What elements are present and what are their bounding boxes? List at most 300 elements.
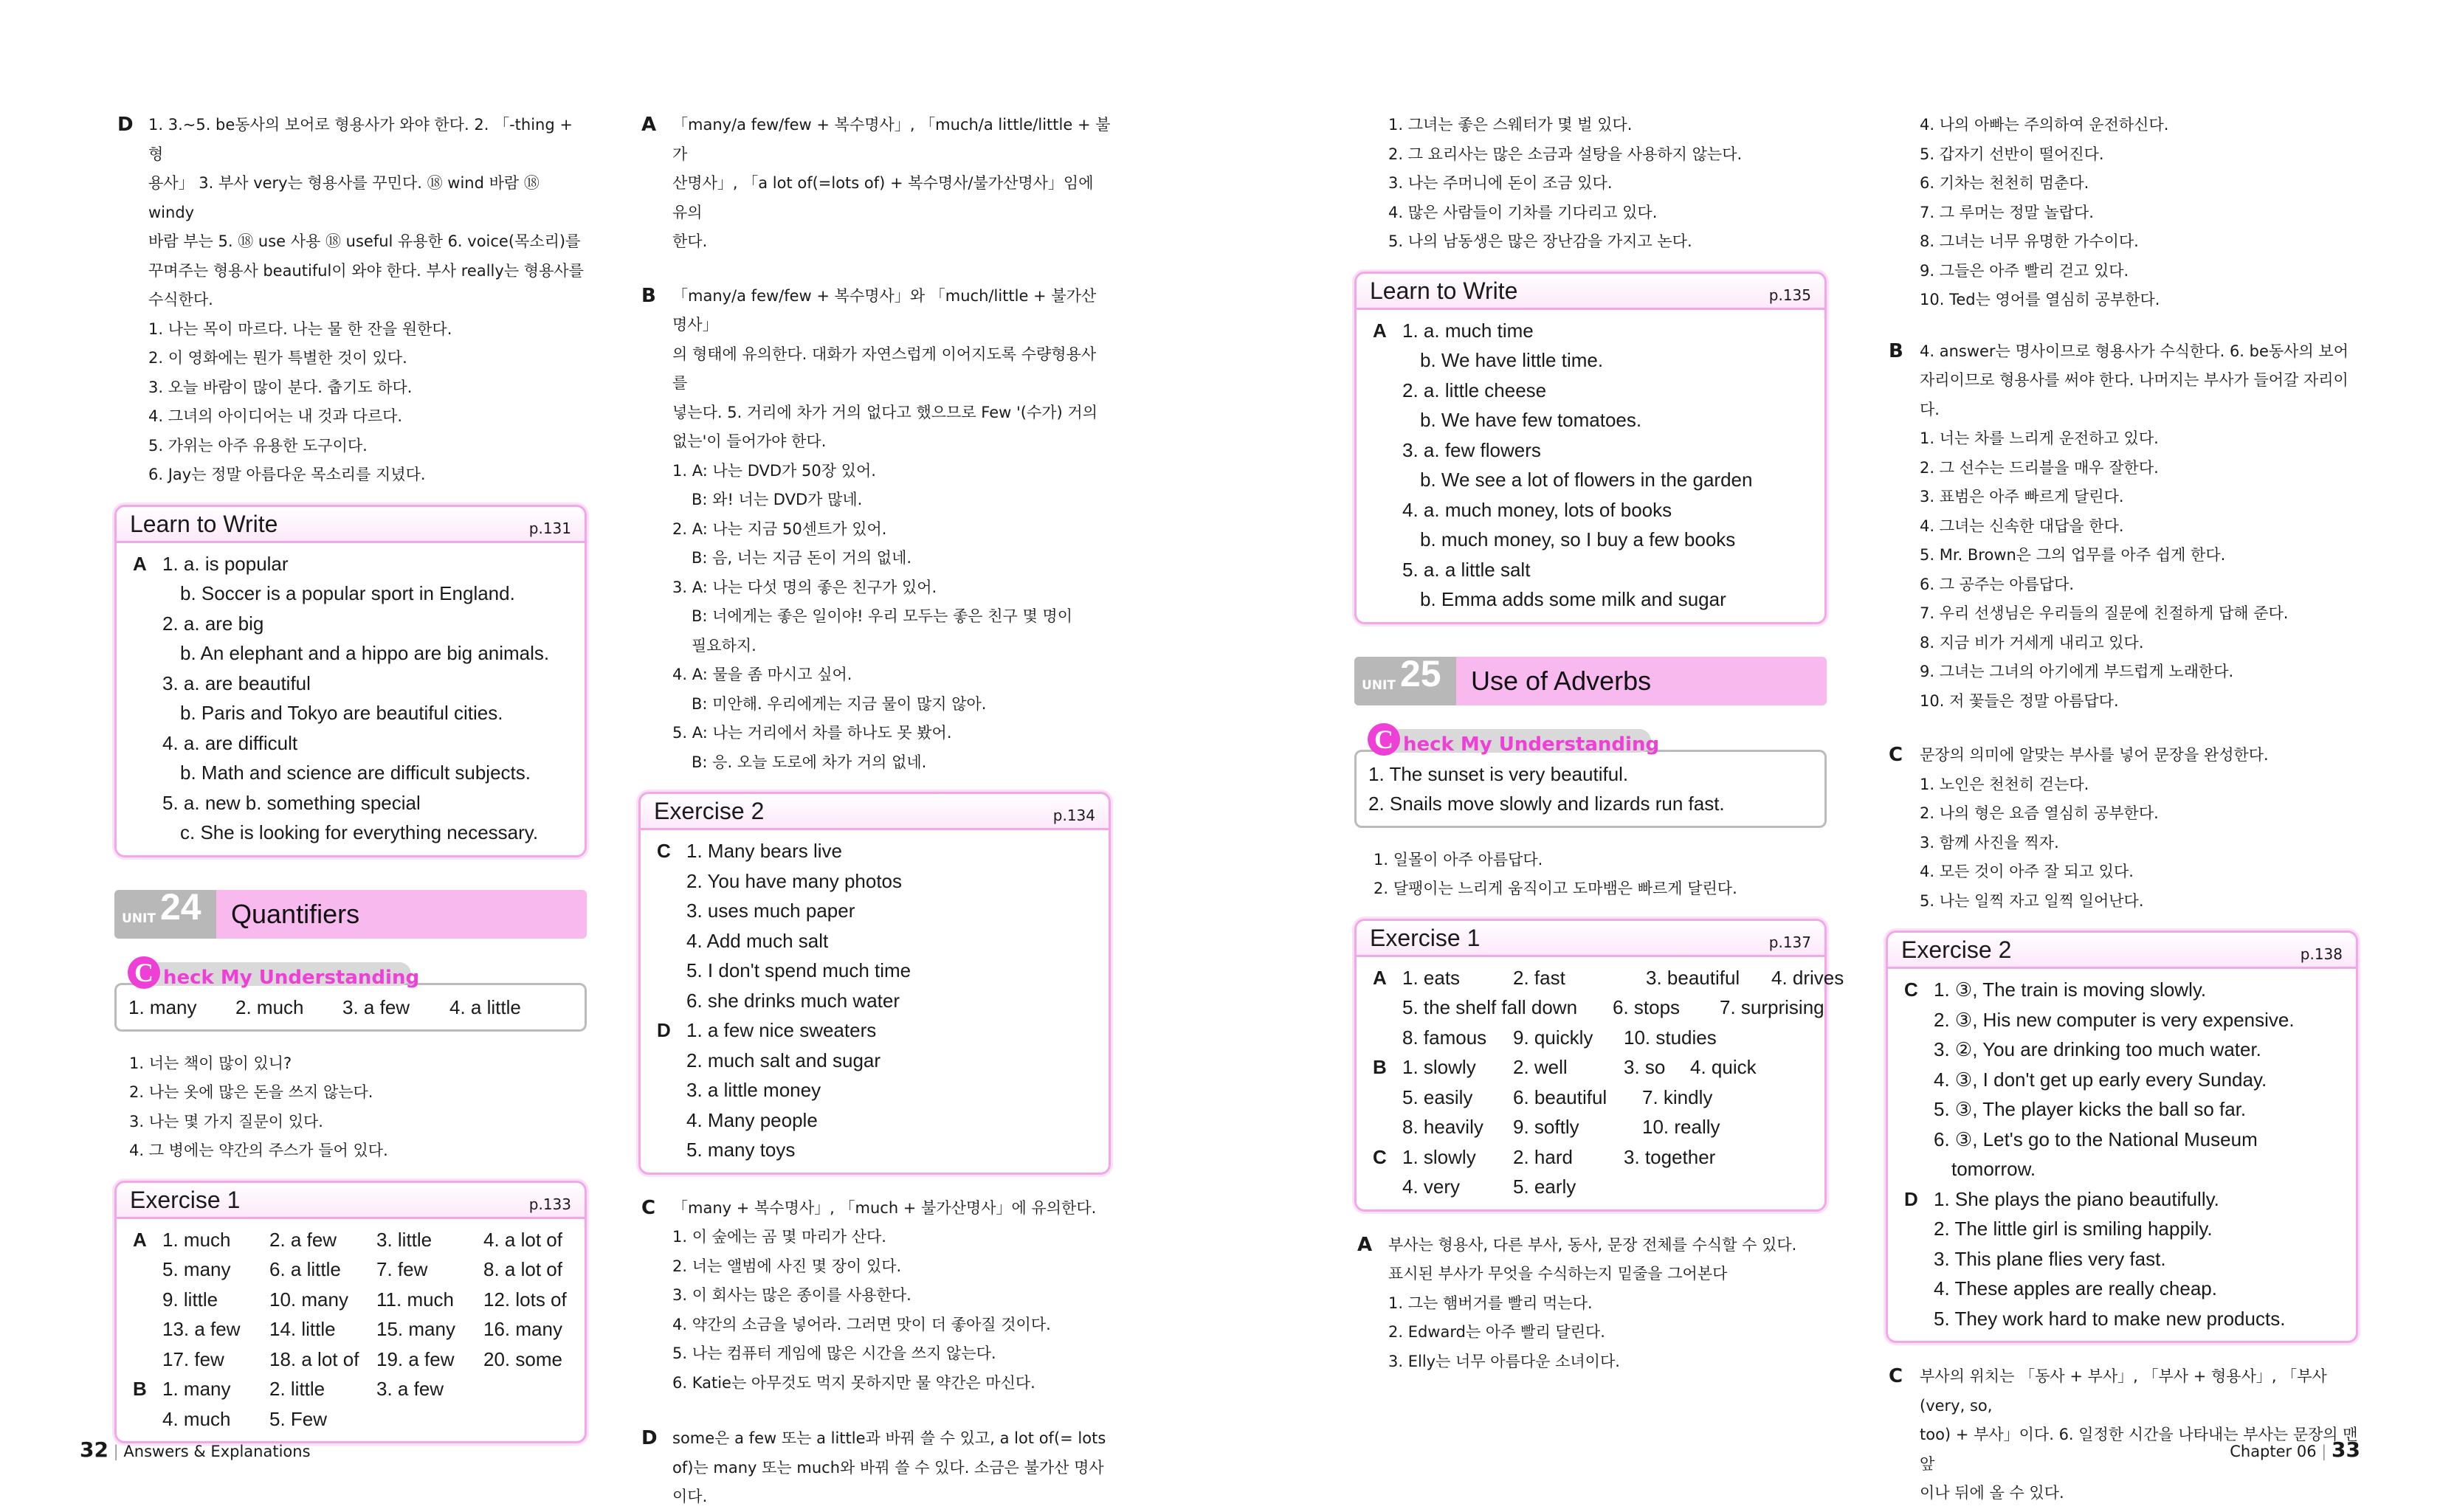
unit-badge	[114, 886, 216, 939]
box-title: Learn to Write	[130, 510, 278, 537]
answer-text: b. Math and science are difficult subjects.	[180, 762, 531, 784]
answer-row	[654, 986, 1098, 1016]
text-line: 부사의 위치는 「동사 + 부사」, 「부사 + 형용사」, 「부사(very, so,	[1920, 1367, 2327, 1415]
row-letter: A	[1373, 966, 1387, 989]
answer-row	[1901, 1035, 2346, 1065]
answer-row	[654, 1105, 1098, 1136]
column-1	[114, 111, 587, 1463]
text-line: 8. 그녀는 너무 유명한 가수이다.	[1920, 232, 2139, 250]
answer-row	[1370, 1172, 1814, 1202]
box-page: p.134	[1052, 807, 1095, 824]
row-letter: C	[1373, 1145, 1387, 1168]
answer-row	[1901, 1154, 2346, 1184]
answer-text: 6. she drinks much water	[686, 989, 900, 1012]
text-line: 넣는다. 5. 거리에 차가 거의 없다고 했으므로 Few '(수가) 거의	[672, 403, 1097, 421]
answer-row	[130, 609, 574, 639]
check-my-understanding	[114, 959, 587, 1032]
text-line: 부사는 형용사, 다른 부사, 동사, 문장 전체를 수식할 수 있다.	[1388, 1235, 1797, 1254]
answer-row	[130, 728, 574, 759]
page-number-left: 32	[80, 1437, 108, 1462]
answer-item: 10. really	[1642, 1116, 1720, 1138]
answer-row	[1370, 1142, 1814, 1173]
answer-text: 2. a. little cheese	[1402, 379, 1547, 401]
text-line: 2. A: 나는 지금 50센트가 있어.	[672, 519, 887, 538]
answer-item: 3. together	[1624, 1145, 1716, 1168]
continued-translations	[1886, 111, 2358, 315]
answer-item	[483, 1374, 590, 1404]
section-b-explanation	[1886, 337, 2358, 717]
text-line: 2. 이 영화에는 뭔가 특별한 것이 있다.	[148, 349, 407, 367]
answer-text: b. Paris and Tokyo are beautiful cities.	[180, 702, 503, 724]
cmu-c-icon: C	[128, 956, 160, 989]
answer-item: 5. early	[1513, 1176, 1576, 1198]
text-line: 4. 그녀의 아이디어는 내 것과 다르다.	[148, 407, 403, 425]
answer-row	[654, 836, 1098, 866]
box-header	[1357, 921, 1824, 957]
footer-label-left: Answers & Explanations	[123, 1443, 311, 1460]
text-line: 「many/a few/few + 복수명사」와 「much/little + 불가산명사」	[672, 286, 1097, 334]
text-line: B: 너에게는 좋은 일이야! 우리 모두는 좋은 친구 몇 명이	[692, 607, 1072, 625]
answer-item: 10. studies	[1624, 1026, 1717, 1049]
answer-item: 5. easily	[1402, 1085, 1473, 1108]
text-line: of)는 many 또는 much와 바꿔 쓸 수 있다. 소금은 불가산 명사	[672, 1458, 1104, 1477]
answer-row	[1901, 1065, 2346, 1095]
answer-item: 2. fast	[1513, 966, 1565, 989]
answer-text: 2. much salt and sugar	[686, 1049, 881, 1071]
answer-item: 3. beautiful	[1646, 966, 1740, 989]
unit-word: UNIT	[122, 911, 156, 926]
answer-item: 17. few	[162, 1347, 224, 1370]
answer-item: 7. surprising	[1720, 996, 1824, 1018]
answer-item: 4. quick	[1690, 1056, 1757, 1078]
answer-row	[1370, 405, 1814, 435]
text-line: 3. Elly는 너무 아름다운 소녀이다.	[1388, 1352, 1620, 1370]
box-header	[117, 1183, 585, 1219]
answer-item: 1. slowly	[1402, 1145, 1476, 1168]
row-letter: D	[657, 1019, 671, 1041]
unit-word: UNIT	[1362, 677, 1396, 693]
text-line: 바람 부는 5. ⑱ use 사용 ⑱ useful 유용한 6. voice(목소리)를	[148, 232, 581, 250]
text-line: 2. 달팽이는 느리게 움직이고 도마뱀은 빠르게 달린다.	[1374, 880, 1737, 897]
answer-row	[1370, 584, 1814, 615]
answer-text: 5. a. a little salt	[1402, 558, 1531, 581]
text-line: 4. answer는 명사이므로 형용사가 수식한다. 6. be동사의 보어	[1920, 342, 2349, 360]
text-line: 3. 나는 주머니에 돈이 조금 있다.	[1388, 174, 1613, 192]
text-line: 이다.	[672, 1488, 708, 1505]
column-4	[1886, 111, 2358, 1508]
box-title: Exercise 1	[130, 1186, 241, 1213]
answer-row	[654, 866, 1098, 897]
answer-item: 6. beautiful	[1513, 1085, 1607, 1108]
answer-row	[130, 698, 574, 728]
answer-text: 1. ③, The train is moving slowly.	[1934, 978, 2207, 1001]
text-line: 3. 표범은 아주 빠르게 달린다.	[1920, 488, 2124, 505]
check-my-understanding	[1354, 726, 1827, 828]
answer-item: 2. hard	[1513, 1145, 1573, 1168]
answer-text: b. Soccer is a popular sport in England.	[180, 582, 515, 604]
answer-text: 5. They work hard to make new products.	[1934, 1307, 2286, 1330]
answer-row	[1901, 975, 2346, 1005]
row-letter: B	[133, 1378, 147, 1400]
text-line: 없는'이 들어가야 한다.	[672, 432, 827, 450]
answer-row	[1370, 1083, 1814, 1113]
answer-text: 3. a. are beautiful	[162, 672, 311, 694]
answer-row	[130, 669, 574, 699]
answer-row	[1901, 1125, 2346, 1155]
box-page: p.138	[2300, 945, 2343, 963]
answer-row	[1370, 963, 1844, 993]
text-line: 3. 이 회사는 많은 종이를 사용한다.	[672, 1286, 911, 1304]
cmu-answer: 1. The sunset is very beautiful.	[1368, 762, 1629, 785]
unit-title: Use of Adverbs	[1471, 665, 1652, 696]
text-line: some은 a few 또는 a little과 바꿔 쓸 수 있고, a lot of(= lots	[672, 1429, 1106, 1447]
continued-translations	[1354, 111, 1827, 257]
answer-text: 3. a little money	[686, 1079, 821, 1101]
section-b-explanation	[638, 282, 1111, 778]
text-line: 5. Mr. Brown은 그의 업무를 아주 쉽게 한다.	[1920, 546, 2226, 564]
text-line: 5. 갑자기 선반이 떨어진다.	[1920, 145, 2104, 163]
text-line: 「many + 복수명사」, 「much + 불가산명사」에 유의한다.	[672, 1198, 1097, 1217]
answer-row	[130, 788, 574, 818]
unit-number: 25	[1400, 652, 1441, 694]
row-letter: B	[1373, 1056, 1387, 1078]
section-letter: C	[1889, 1365, 1903, 1387]
text-line: 1. 노인은 천천히 걷는다.	[1920, 775, 2089, 793]
text-line: 4. 그녀는 신속한 대답을 한다.	[1920, 517, 2124, 535]
answer-item: 6. stops	[1613, 996, 1681, 1018]
cmu-answer: 3. a few	[342, 995, 410, 1018]
answer-row	[654, 1046, 1098, 1076]
answer-item: 7. kindly	[1642, 1085, 1713, 1108]
explanation-lines	[148, 111, 587, 490]
answer-text: b. We see a lot of flowers in the garden	[1420, 469, 1753, 491]
text-line: 6. Jay는 정말 아름다운 목소리를 지녔다.	[148, 466, 426, 483]
answer-row	[130, 549, 574, 579]
answer-text: 1. a. much time	[1402, 319, 1534, 342]
answer-item: 14. little	[269, 1318, 336, 1340]
answer-item: 5. the shelf fall down	[1402, 996, 1578, 1018]
section-letter: B	[641, 284, 656, 307]
cmu-answer: 1. many	[128, 995, 197, 1018]
text-line: 5. 나는 일찍 자고 일찍 일어난다.	[1920, 891, 2144, 910]
answer-text: 2. The little girl is smiling happily.	[1934, 1218, 2213, 1240]
exercise-2-box-p134	[638, 792, 1111, 1175]
answer-row	[1370, 555, 1814, 585]
row-letter: C	[657, 840, 671, 862]
text-line: 10. 저 꽃들은 정말 아름답다.	[1920, 691, 2119, 710]
answer-text: 4. a. much money, lots of books	[1402, 498, 1672, 521]
answer-item: 1. many	[162, 1378, 231, 1400]
answer-item: 8. famous	[1402, 1026, 1487, 1049]
cmu-title: heck My Understanding	[1403, 733, 1660, 756]
answer-item: 6. a little	[269, 1258, 341, 1280]
text-line: 5. 가위는 아주 유용한 도구이다.	[148, 436, 368, 455]
text-line: too) + 부사」이다. 6. 일정한 시간을 나타내는 부사는 문장의 맨 앞	[1920, 1426, 2358, 1473]
section-letter: C	[1889, 744, 1903, 766]
cmu-tab	[1354, 726, 1827, 754]
text-line: 8. 지금 비가 거세게 내리고 있다.	[1920, 633, 2144, 652]
answer-item: 4. drives	[1771, 966, 1844, 989]
answer-text: b. We have few tomatoes.	[1420, 409, 1642, 431]
answer-text: 2. You have many photos	[686, 869, 903, 892]
answer-item: 19. a few	[376, 1347, 455, 1370]
answer-item: 8. heavily	[1402, 1116, 1483, 1138]
text-line: 2. 나의 형은 요즘 열심히 공부한다.	[1920, 804, 2159, 822]
text-line: 산명사」, 「a lot of(=lots of) + 복수명사/불가산명사」임에 유의	[672, 174, 1094, 221]
text-line: 1. 일몰이 아주 아름답다.	[1374, 850, 1543, 869]
answer-row	[1370, 1023, 1814, 1053]
answer-text: 3. a. few flowers	[1402, 438, 1541, 461]
footer-divider: |	[113, 1443, 124, 1460]
column-2	[638, 111, 1111, 1512]
box-header	[641, 794, 1109, 830]
answer-row	[1901, 1274, 2346, 1304]
section-c2-explanation	[1886, 1362, 2358, 1508]
text-line: 의 형태에 유의한다. 대화가 자연스럽게 이어지도록 수량형용사를	[672, 345, 1097, 392]
answer-item: 4. a lot of	[483, 1228, 562, 1251]
row-letter: C	[1904, 978, 1918, 1001]
answer-item: 5. many	[162, 1258, 231, 1280]
answer-item: 2. little	[269, 1378, 325, 1400]
answer-text: 2. ③, His new computer is very expensive.	[1934, 1008, 2295, 1031]
cmu-answer: 2. much	[235, 995, 304, 1018]
box-body	[1888, 969, 2356, 1341]
answer-group-a	[130, 1225, 574, 1375]
answer-row	[1370, 495, 1814, 525]
box-page: p.135	[1768, 286, 1811, 304]
answer-row	[654, 1135, 1098, 1165]
text-line: B: 미안해. 우리에게는 지금 물이 많지 않아.	[692, 694, 987, 713]
section-c-explanation	[638, 1194, 1111, 1398]
text-line: 한다.	[672, 232, 708, 250]
cmu-c-icon: C	[1368, 723, 1400, 756]
cmu-tab	[114, 959, 587, 987]
text-line: 4. 약간의 소금을 넣어라. 그러면 맛이 더 좋아질 것이다.	[672, 1315, 1051, 1333]
cmu-title: heck My Understanding	[163, 966, 420, 989]
answer-row	[130, 638, 574, 669]
answer-text: 1. a. is popular	[162, 552, 289, 575]
text-line: 3. A: 나는 다섯 명의 좋은 친구가 있어.	[672, 578, 937, 596]
text-line: 1. 3.~5. be동사의 보어로 형용사가 와야 한다. 2. 「-thing + 형	[148, 116, 573, 163]
answer-text: 5. a. new b. something special	[162, 791, 421, 814]
text-line: 1. 너는 차를 느리게 운전하고 있다.	[1920, 429, 2159, 447]
text-line: 10. Ted는 영어를 열심히 공부한다.	[1920, 291, 2160, 308]
answer-text: 1. a few nice sweaters	[686, 1019, 877, 1041]
answer-text: 2. a. are big	[162, 612, 264, 635]
answer-text: 5. many toys	[686, 1139, 796, 1161]
footer-right	[2230, 1437, 2360, 1462]
text-line: 「many/a few/few + 복수명사」, 「much/a little/little + 불가	[672, 116, 1111, 163]
text-line: 자리이므로 형용사를 써야 한다. 나머지는 부사가 들어갈 자리이다.	[1920, 371, 2348, 418]
answer-item: 13. a few	[162, 1318, 241, 1340]
text-line: 2. 너는 앨범에 사진 몇 장이 있다.	[672, 1257, 902, 1275]
section-a-explanation	[638, 111, 1111, 257]
text-line: 표시된 부사가 무엇을 수식하는지 밑줄을 그어본다	[1388, 1265, 1728, 1283]
answer-row	[654, 926, 1098, 956]
answer-item: 2. a few	[269, 1228, 337, 1251]
answer-row	[130, 758, 574, 788]
answer-group-b	[130, 1374, 574, 1434]
text-line: 4. 나의 아빠는 주의하여 운전하신다.	[1920, 116, 2169, 134]
text-line: 1. 이 숲에는 곰 몇 마리가 산다.	[672, 1228, 886, 1246]
answer-row	[1901, 1304, 2346, 1334]
answer-item: 18. a lot of	[269, 1347, 359, 1370]
text-line: 3. 나는 몇 가지 질문이 있다.	[129, 1112, 323, 1130]
answer-text: c. She is looking for everything necessary.	[180, 821, 539, 843]
text-line: 1. 그녀는 좋은 스웨터가 몇 벌 있다.	[1388, 116, 1633, 134]
text-line: 3. 오늘 바람이 많이 분다. 춥기도 하다.	[148, 378, 413, 396]
answer-text: 4. a. are difficult	[162, 731, 298, 754]
exercise-2-box-p138	[1886, 931, 2358, 1343]
section-c-explanation	[1886, 741, 2358, 916]
answer-row	[1370, 525, 1814, 555]
text-line: 2. 그 선수는 드리블을 매우 잘한다.	[1920, 458, 2159, 477]
answer-text: 1. Many bears live	[686, 840, 842, 862]
text-line: 1. 그는 햄버거를 빨리 먹는다.	[1388, 1294, 1593, 1312]
section-letter: D	[641, 1427, 658, 1449]
answer-text: 3. This plane flies very fast.	[1934, 1247, 2166, 1270]
text-line: B: 음, 너는 지금 돈이 거의 없네.	[692, 549, 912, 567]
answer-text: b. much money, so I buy a few books	[1420, 528, 1736, 550]
text-line: 1. 나는 목이 마르다. 나는 물 한 잔을 원한다.	[148, 320, 452, 338]
text-line: 이나 뒤에 올 수 있다.	[1920, 1484, 2064, 1502]
section-d-explanation	[638, 1424, 1111, 1512]
text-line: 꾸며주는 형용사 beautiful이 와야 한다. 부사 really는 형용사를	[148, 261, 584, 280]
answer-row	[654, 896, 1098, 926]
section-letter: C	[641, 1196, 656, 1219]
row-letter: A	[133, 1228, 147, 1251]
page-number-right: 33	[2332, 1437, 2360, 1462]
answer-row	[1901, 1244, 2346, 1274]
answer-item: 4. very	[1402, 1176, 1461, 1198]
box-page: p.137	[1768, 933, 1811, 951]
answer-item: 1. much	[162, 1228, 231, 1251]
column-3	[1354, 111, 1844, 1376]
row-letter: D	[1904, 1187, 1918, 1210]
box-body	[641, 830, 1109, 1173]
box-header	[1357, 274, 1824, 310]
text-line: 7. 우리 선생님은 우리들의 질문에 친절하게 답해 준다.	[1920, 604, 2289, 622]
text-line: 용사」 3. 부사 very는 형용사를 꾸민다. ⑱ wind 바람 ⑱ windy	[148, 174, 540, 221]
answer-text: 6. ③, Let's go to the National Museum	[1934, 1128, 2258, 1150]
answer-row	[1901, 1214, 2346, 1244]
answer-row	[654, 1075, 1098, 1105]
answer-text: 4. These apples are really cheap.	[1934, 1277, 2217, 1299]
exercise-1-box-p133	[114, 1181, 587, 1444]
answer-row	[1370, 1112, 1814, 1142]
answer-row	[1370, 435, 1814, 466]
answer-item: 9. quickly	[1513, 1026, 1593, 1049]
answer-item: 10. many	[269, 1288, 348, 1311]
text-line: 5. A: 나는 거리에서 차를 하나도 못 봤어.	[672, 724, 952, 742]
answer-text: 3. ②, You are drinking too much water.	[1934, 1038, 2261, 1060]
box-page: p.131	[528, 519, 571, 537]
unit-title: Quantifiers	[231, 898, 360, 929]
section-a-explanation	[1354, 1231, 1827, 1377]
answer-row	[1370, 376, 1814, 406]
text-line: 문장의 의미에 알맞는 부사를 넣어 문장을 완성한다.	[1920, 746, 2269, 764]
answer-item: 3. little	[376, 1228, 432, 1251]
text-line: 9. 그들은 아주 빨리 걷고 있다.	[1920, 261, 2129, 280]
box-body	[1357, 310, 1824, 622]
cmu-answer: 2. Snails move slowly and lizards run fast.	[1368, 792, 1725, 815]
answer-item: 9. little	[162, 1288, 218, 1311]
section-letter: A	[1357, 1233, 1373, 1256]
text-line: 4. A: 물을 좀 마시고 싶어.	[672, 666, 852, 683]
unit-25-banner	[1354, 652, 1827, 705]
answer-text: 5. ③, The player kicks the ball so far.	[1934, 1098, 2247, 1120]
unit-number: 24	[160, 886, 201, 928]
answer-row	[1370, 993, 1824, 1023]
text-line: 1. 너는 책이 많이 있니?	[129, 1054, 292, 1072]
answer-item: 9. softly	[1513, 1116, 1579, 1138]
text-line: 4. 그 병에는 약간의 주스가 들어 있다.	[129, 1142, 388, 1159]
section-letter: D	[117, 114, 134, 136]
unit-badge	[1354, 652, 1456, 705]
answer-row	[1370, 345, 1814, 376]
answer-row	[1901, 1184, 2346, 1215]
unit-24-banner	[114, 886, 587, 939]
cmu-translations	[114, 1049, 587, 1166]
box-body	[117, 543, 585, 855]
box-body	[1357, 957, 1844, 1209]
text-line: 7. 그 루머는 정말 놀랍다.	[1920, 203, 2094, 221]
answer-item: 15. many	[376, 1318, 455, 1340]
footer-label-right: Chapter 06	[2230, 1443, 2317, 1460]
answer-row	[654, 956, 1098, 986]
answer-item: 3. a few	[376, 1378, 444, 1400]
text-line: B: 와! 너는 DVD가 많네.	[692, 491, 863, 508]
answer-item: 3. so	[1624, 1056, 1666, 1078]
text-line: 6. 그 공주는 아름답다.	[1920, 575, 2075, 593]
text-line: 1. A: 나는 DVD가 50장 있어.	[672, 461, 876, 480]
answer-row	[130, 818, 574, 848]
answer-row	[654, 1015, 1098, 1046]
row-letter: A	[1373, 319, 1387, 342]
learn-to-write-box-p135	[1354, 272, 1827, 624]
answer-item: 1. slowly	[1402, 1056, 1476, 1078]
answer-text: b. Emma adds some milk and sugar	[1420, 588, 1726, 610]
answer-row	[1901, 1094, 2346, 1125]
box-header	[117, 507, 585, 543]
row-letter: A	[133, 552, 147, 575]
text-line: 필요하지.	[692, 636, 757, 655]
answer-item: 11. much	[376, 1288, 455, 1311]
text-line: 수식한다.	[148, 291, 213, 308]
box-header	[1888, 933, 2356, 969]
text-line: 4. 모든 것이 아주 잘 되고 있다.	[1920, 863, 2134, 880]
answer-item: 1. eats	[1402, 966, 1461, 989]
answer-row	[1901, 1005, 2346, 1035]
answer-item: 7. few	[376, 1258, 428, 1280]
answer-text: b. We have little time.	[1420, 349, 1604, 371]
answer-item: 12. lots of	[483, 1288, 567, 1311]
answer-text: tomorrow.	[1951, 1158, 2036, 1180]
answer-item: 4. much	[162, 1407, 231, 1430]
box-title: Learn to Write	[1370, 277, 1518, 304]
section-d-explanation	[114, 111, 587, 490]
text-line: 2. Edward는 아주 빨리 달린다.	[1388, 1323, 1605, 1341]
text-line: 2. 나는 옷에 많은 돈을 쓰지 않는다.	[129, 1083, 373, 1101]
answer-text: b. An elephant and a hippo are big animals.	[180, 642, 550, 664]
section-letter: B	[1889, 339, 1903, 362]
answer-row	[1370, 465, 1814, 495]
answer-item: 2. well	[1513, 1056, 1568, 1078]
cmu-answer: 4. a little	[449, 995, 521, 1018]
footer-left	[80, 1437, 311, 1462]
answer-row	[1370, 1052, 1814, 1083]
text-line: B: 응. 오늘 도로에 차가 거의 없네.	[692, 753, 927, 771]
